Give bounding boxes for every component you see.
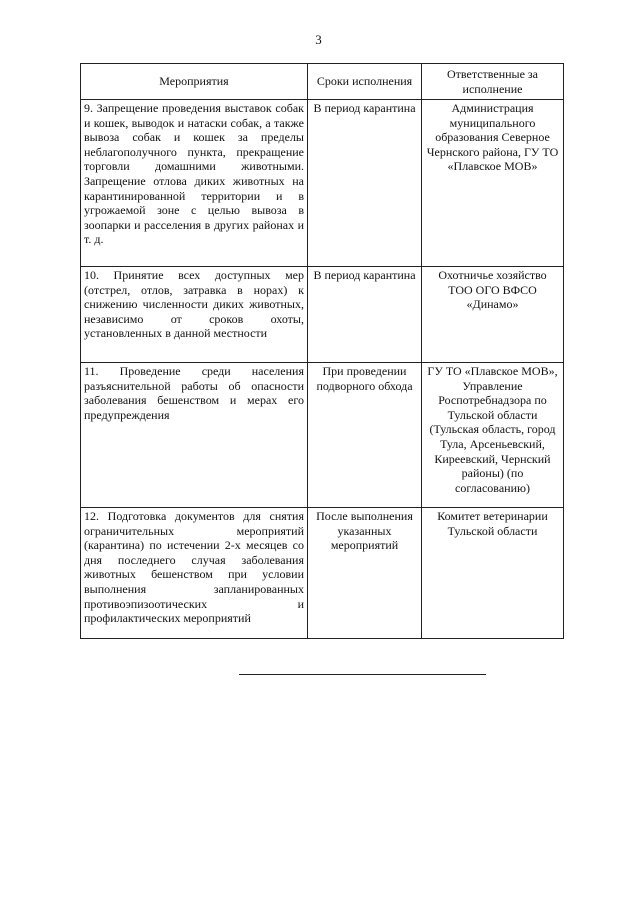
row-term-cell: В период карантина [308,267,422,363]
row-term-cell: В период карантина [308,100,422,267]
row-event-cell: 10. Принятие всех доступных мер (отстрел, отлов, затравка в норах) к снижению численности диких животных, независимо от сроков охоты, установленных в данной местности [81,267,308,363]
row-responsible-cell: Комитет ветеринарии Тульской области [422,508,564,639]
table-row [81,508,564,639]
row-event-cell: 11. Проведение среди населения разъяснительной работы об опасности заболевания бешенством и мерах его предупреждения [81,363,308,508]
header-event: Мероприятия [81,64,308,100]
header-term: Сроки исполнения [308,64,422,100]
row-responsible-cell: ГУ ТО «Плавское МОВ», Управление Роспотребнадзора по Тульской области (Тульская область, город Тула, Арсеньевский, Киреевский, Чернский районы) (по согласованию) [422,363,564,508]
row-responsible-cell: Охотничье хозяйство ТОО ОГО ВФСО «Динамо» [422,267,564,363]
table-header-row [81,64,564,100]
row-term-cell: После выполнения указанных мероприятий [308,508,422,639]
row-term-cell: При проведении подворного обхода [308,363,422,508]
table-row [81,363,564,508]
page-number: 3 [315,32,322,47]
header-responsible: Ответственные за исполнение [422,64,564,100]
table-row [81,267,564,363]
end-divider-line [239,674,486,675]
row-event-cell: 9. Запрещение проведения выставок собак и кошек, выводок и натаски собак, а также вывоза собак и кошек за пределы неблагополучного пункта, прекращение торговли домашними животными. Запрещение отлова диких животных на карантинированной территории и в угрожаемой зоне с целью вывоза в зоопарки и расселения в других районах и т. д. [81,100,308,267]
measures-table [80,63,564,639]
table-row [81,100,564,267]
row-event-cell: 12. Подготовка документов для снятия ограничительных мероприятий (карантина) по истечении 2-х месяцев со дня последнего случая заболевания животных бешенством при условии выполнения запланированных противоэпизоотических и профилактических мероприятий [81,508,308,639]
row-responsible-cell: Администрация муниципального образования Северное Чернского района, ГУ ТО «Плавское МОВ» [422,100,564,267]
